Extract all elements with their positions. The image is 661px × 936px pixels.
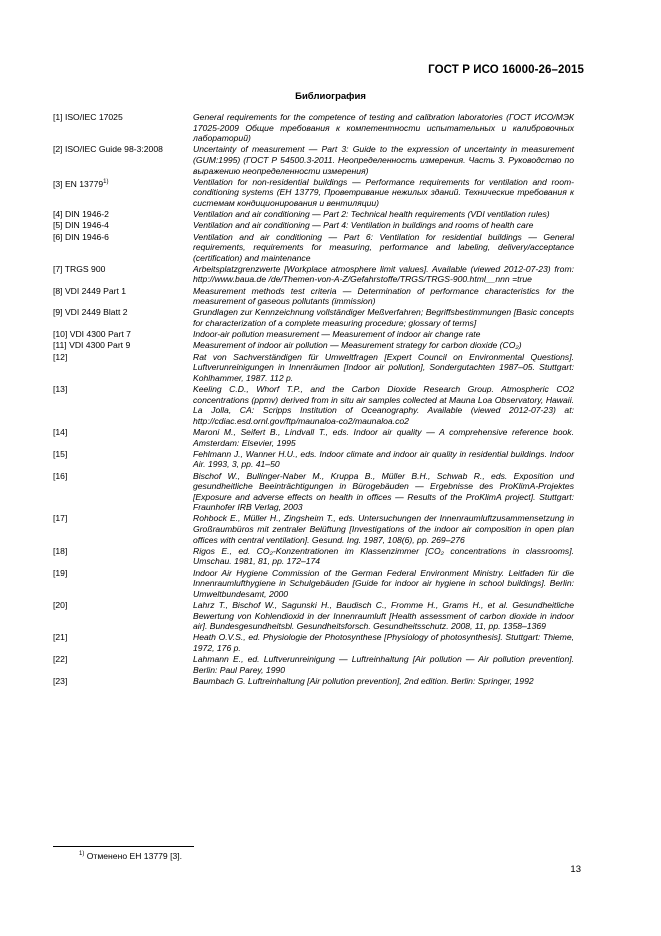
reference-text: Indoor-air pollution measurement — Measurement of indoor air change rate <box>193 329 481 340</box>
reference-entry <box>53 286 574 307</box>
reference-entry <box>53 264 574 285</box>
reference-label <box>53 546 193 567</box>
reference-label-text: [16] <box>53 470 68 481</box>
reference-text: Rigos E., ed. CO₂-Konzentrationen im Klassenzimmer [CO₂ concentrations in classrooms]. Umschau. 1981, 81, pp. 172–174 <box>193 545 574 567</box>
reference-label <box>53 329 193 340</box>
reference-entry <box>53 144 574 176</box>
reference-entry <box>53 654 574 675</box>
reference-label <box>53 352 193 384</box>
reference-label <box>53 209 193 220</box>
reference-text: Ventilation and air conditioning — Part 2: Technical health requirements (VDI ventilation rules) <box>193 209 550 220</box>
reference-entry <box>53 676 574 687</box>
reference-entry <box>53 340 574 351</box>
reference-label-text: [11] VDI 4300 Part 9 <box>53 340 131 351</box>
reference-label-text: [13] <box>53 383 68 394</box>
page-number: 13 <box>570 864 581 875</box>
reference-text: Ventilation and air conditioning — Part 4: Ventilation in buildings and rooms of health care <box>193 220 534 231</box>
reference-label <box>53 449 193 470</box>
reference-text: Measurement of indoor air pollution — Measurement strategy for carbon dioxide (CO₂) <box>193 340 522 351</box>
reference-label <box>53 232 193 264</box>
reference-entry <box>53 449 574 470</box>
reference-entry <box>53 220 574 231</box>
reference-text: Grundlagen zur Kennzeichnung vollständiger Meßverfahren; Begriffsbestimmungen [Basic concepts for characterization of a complete measuring procedure; glossary of terms] <box>193 307 574 329</box>
reference-label-text: [10] VDI 4300 Part 7 <box>53 329 131 340</box>
reference-text: Heath O.V.S., ed. Physiologie der Photosynthese [Physiology of photosynthesis]. Stuttgart: Thieme, 1972, 176 p. <box>193 632 574 653</box>
reference-entry <box>53 112 574 144</box>
reference-label-text: [4] DIN 1946-2 <box>53 209 109 220</box>
reference-label <box>53 286 193 307</box>
reference-label <box>53 340 193 351</box>
reference-label <box>53 177 193 209</box>
reference-label-text: [12] <box>53 351 68 362</box>
reference-label-text: [7] TRGS 900 <box>53 263 106 274</box>
reference-label <box>53 600 193 632</box>
reference-label <box>53 144 193 176</box>
reference-label-text: [18] <box>53 545 68 556</box>
footnote-mark: 1) <box>79 851 85 858</box>
reference-label-text: [17] <box>53 513 68 524</box>
reference-label-text: [1] ISO/IEC 17025 <box>53 112 123 122</box>
reference-text: General requirements for the competence of testing and calibration laboratories (ГОСТ ИСО/МЭК 17025-2009 Общие требования к компетентности испытательных и калибровочных лабораторий) <box>193 112 574 144</box>
reference-label-text: [21] <box>53 632 68 643</box>
reference-label <box>53 220 193 231</box>
reference-entry <box>53 427 574 448</box>
reference-label-text: [14] <box>53 426 68 437</box>
reference-entry <box>53 232 574 264</box>
reference-label <box>53 513 193 545</box>
reference-label-text: [20] <box>53 600 68 610</box>
reference-label-text: [19] <box>53 567 68 578</box>
reference-label-text: [8] VDI 2449 Part 1 <box>53 285 127 296</box>
reference-text: Measurement methods test criteria — Determination of performance characteristics for the measurement of gaseous pollutants (immission) <box>193 285 574 307</box>
reference-label-text: [5] DIN 1946-4 <box>53 220 109 231</box>
document-id-header: ГОСТ Р ИСО 16000-26–2015 <box>428 64 584 76</box>
reference-entry <box>53 307 574 328</box>
reference-entry <box>53 513 574 545</box>
reference-list <box>53 112 574 687</box>
footnote-divider <box>53 846 194 847</box>
reference-text: Lahrz T., Bischof W., Sagunski H., Baudisch C., Fromme H., Grams H., et al. Gesundheitliche Bewertung von Kohlendioxid in der Innenraumluft [Health assessment of carbon dioxide in indoor air]. Bundesgesundheitsbl. Gesundheitsforsch. Gesundheitsschutz. 2008, 11, pp. 1358–1369 <box>193 600 574 632</box>
reference-text: Bischof W., Bullinger-Naber M., Kruppa B., Müller B.H., Schwab R., eds. Exposition und gesundheitliche Beeinträchtigungen in Bürogebäuden — Ergebnisse des ProKlimA-Projektes [Exposure and adverse effects on health in offices — Results of the ProKlimA project]. Stuttgart: Fraunhofer IRB Verlag, 2003 <box>193 470 574 513</box>
reference-text: Arbeitsplatzgrenzwerte [Workplace atmosphere limit values]. Available (viewed 2012-07-23) from: http://www.baua.de /de/Themen-von-A-Z/Gefahrstoffe/TRGS/TRGS-900.html__nnn =true <box>193 263 574 285</box>
reference-label-text: [9] VDI 2449 Blatt 2 <box>53 307 128 318</box>
reference-entry <box>53 209 574 220</box>
reference-label <box>53 471 193 513</box>
footnote <box>79 851 182 861</box>
reference-text: Rohbock E., Müller H., Zingsheim T., eds. Untersuchungen der Innenraumluftzusammensetzung in Großraumbüros mit zentraler Belüftung [Investigations of the indoor air composition in open plan offices with central ventilation]. Gesund. Ing. 1987, 108(6), pp. 269–276 <box>193 513 574 545</box>
footnote-ref-mark: 1) <box>103 178 109 185</box>
reference-entry <box>53 568 574 600</box>
reference-text: Indoor Air Hygiene Commission of the German Federal Environment Ministry. Leitfaden für die Innenraumlufthygiene in Schulgebäuden [Guide for indoor air hygiene in school buildings]. Berlin: Umweltbundesamt, 2000 <box>193 567 574 599</box>
reference-entry <box>53 384 574 426</box>
reference-label <box>53 427 193 448</box>
reference-label <box>53 654 193 675</box>
reference-entry <box>53 546 574 567</box>
reference-text: Uncertainty of measurement — Part 3: Guide to the expression of uncertainty in measurement (GUM:1995) (ГОСТ Р 54500.3-2011. Неопределенность измерения. Часть 3. Руководство по выражению неопределенности измерения) <box>193 144 574 176</box>
reference-label <box>53 568 193 600</box>
reference-label <box>53 264 193 285</box>
reference-entry <box>53 632 574 653</box>
reference-entry <box>53 352 574 384</box>
reference-label-text: [2] ISO/IEC Guide 98-3:2008 <box>53 144 163 155</box>
reference-entry <box>53 471 574 513</box>
reference-label <box>53 676 193 687</box>
reference-text: Rat von Sachverständigen für Umweltfragen [Expert Council on Environmental Questions]. Luftverunreinigungen in Innenräumen [Indoor air pollution], Sondergutachten 1987–05. Stuttgart: Kohlhammer, 1987. 112 p. <box>193 351 574 383</box>
reference-label-text: [15] <box>53 448 68 459</box>
reference-label-text: [3] EN 13779 <box>53 178 104 189</box>
reference-text: Keeling C.D., Whorf T.P., and the Carbon Dioxide Research Group. Atmospheric CO2 concentrations (ppmv) derived from in situ air samples collected at Mauna Loa Observatory, Hawaii. La Jolla, CA: Scripps Institution of Oceanography. Available (viewed 2012-07-23) at: http://cdiac.esd.ornl.gov/ftp/maunaloa-co2/maunaloa.co2 <box>193 383 574 426</box>
reference-entry <box>53 600 574 632</box>
reference-label <box>53 384 193 426</box>
reference-text: Ventilation and air conditioning — Part 6: Ventilation for residential buildings — General requirements, requirements for measuring, performance and labeling, delivery/acceptance (certification) and maintenance <box>193 231 574 263</box>
reference-entry <box>53 329 574 340</box>
reference-label <box>53 112 193 144</box>
reference-text: Baumbach G. Luftreinhaltung [Air pollution prevention], 2nd edition. Berlin: Springer, 1992 <box>193 675 534 686</box>
reference-text: Maroni M., Seifert B., Lindvall T., eds. Indoor air quality — A comprehensive reference book. Amsterdam: Elsevier, 1995 <box>193 426 574 448</box>
bibliography-title: Библиография <box>295 91 366 102</box>
reference-entry <box>53 177 574 209</box>
footnote-text: Отменено ЕН 13779 [3]. <box>86 851 183 861</box>
reference-text: Lahmann E., ed. Luftverunreinigung — Luftreinhaltung [Air pollution — Air pollution prevention]. Berlin: Paul Parey, 1990 <box>193 654 574 675</box>
reference-label-text: [22] <box>53 654 68 665</box>
reference-label <box>53 307 193 328</box>
reference-text: Fehlmann J., Wanner H.U., eds. Indoor climate and indoor air quality in residential buildings. Indoor Air. 1993, 3, pp. 41–50 <box>193 448 574 470</box>
reference-label <box>53 632 193 653</box>
reference-label-text: [6] DIN 1946-6 <box>53 231 109 242</box>
reference-text: Ventilation for non-residential buildings — Performance requirements for ventilation and room-conditioning systems (ЕН 13779, Проветривание нежилых зданий. Технические требования к системам кондиционирования и вентиляции) <box>193 176 574 208</box>
reference-label-text: [23] <box>53 675 68 686</box>
